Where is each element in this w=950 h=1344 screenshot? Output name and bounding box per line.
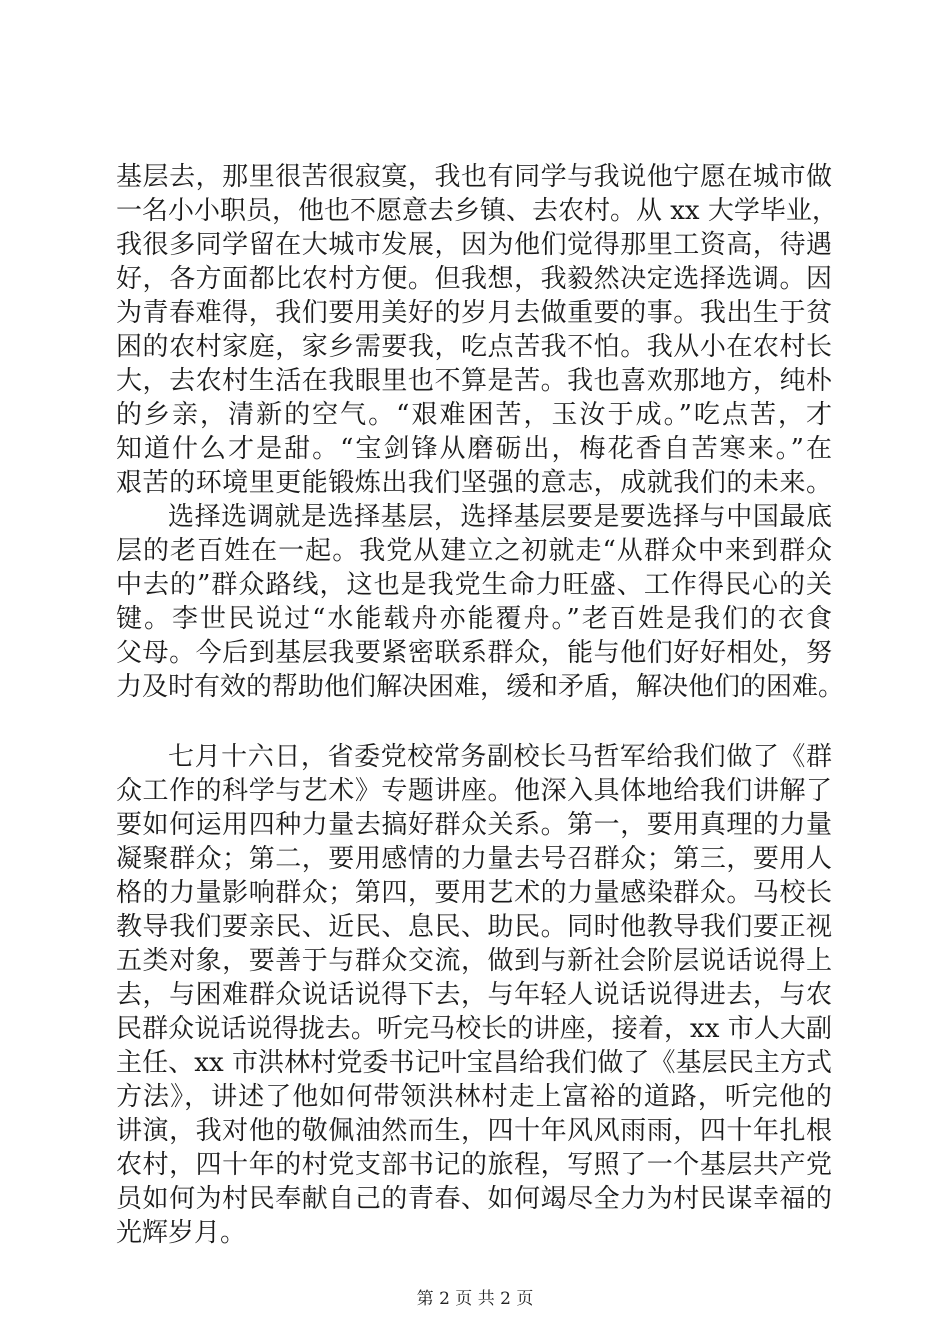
paragraph-2 (116, 500, 845, 704)
text-line: 主任、xx 市洪林村党委书记叶宝昌给我们做了《基层民主方式 (116, 1048, 832, 1078)
paragraph-3 (116, 740, 832, 1250)
text-line: 众工作的科学与艺术》专题讲座。他深入具体地给我们讲解了 (116, 776, 832, 806)
paragraph-gap (116, 704, 832, 740)
text-line: 农村，四十年的村党支部书记的旅程，写照了一个基层共产党 (116, 1150, 832, 1180)
text-line: 选择选调就是选择基层，选择基层要是要选择与中国最底 (168, 502, 832, 532)
document-body (116, 160, 845, 1250)
text-line: 键。李世民说过“水能载舟亦能覆舟。”老百姓是我们的衣食 (116, 604, 832, 634)
text-line: 力及时有效的帮助他们解决困难，缓和矛盾，解决他们的困难。 (116, 672, 845, 702)
text-line: 方法》，讲述了他如何带领洪林村走上富裕的道路，听完他的 (116, 1082, 832, 1112)
text-line: 员如何为村民奉献自己的青春、如何竭尽全力为村民谋幸福的 (116, 1184, 832, 1214)
text-line: 基层去，那里很苦很寂寞，我也有同学与我说他宁愿在城市做 (116, 162, 832, 192)
text-line: 一名小小职员，他也不愿意去乡镇、去农村。从 xx 大学毕业， (116, 196, 838, 226)
text-line: 七月十六日，省委党校常务副校长马哲军给我们做了《群 (168, 742, 832, 772)
text-line: 的乡亲，清新的空气。“艰难困苦，玉汝于成。”吃点苦，才 (116, 400, 832, 430)
text-line: 艰苦的环境里更能锻炼出我们坚强的意志，成就我们的未来。 (116, 468, 832, 498)
text-line: 格的力量影响群众；第四，要用艺术的力量感染群众。马校长 (116, 878, 832, 908)
text-line: 为青春难得，我们要用美好的岁月去做重要的事。我出生于贫 (116, 298, 832, 328)
text-line: 去，与困难群众说话说得下去，与年轻人说话说得进去，与农 (116, 980, 832, 1010)
paragraph-1 (116, 160, 838, 500)
text-line: 中去的”群众路线，这也是我党生命力旺盛、工作得民心的关 (116, 570, 832, 600)
text-line: 大，去农村生活在我眼里也不算是苦。我也喜欢那地方，纯朴 (116, 366, 832, 396)
text-line: 困的农村家庭，家乡需要我，吃点苦我不怕。我从小在农村长 (116, 332, 832, 362)
text-line: 要如何运用四种力量去搞好群众关系。第一，要用真理的力量 (116, 810, 832, 840)
text-line: 教导我们要亲民、近民、息民、助民。同时他教导我们要正视 (116, 912, 832, 942)
text-line: 五类对象，要善于与群众交流，做到与新社会阶层说话说得上 (116, 946, 832, 976)
text-line: 讲演，我对他的敬佩油然而生，四十年风风雨雨，四十年扎根 (116, 1116, 832, 1146)
text-line: 层的老百姓在一起。我党从建立之初就走“从群众中来到群众 (116, 536, 832, 566)
text-line: 光辉岁月。 (116, 1218, 247, 1248)
text-line: 民群众说话说得拢去。听完马校长的讲座，接着，xx 市人大副 (116, 1014, 832, 1044)
text-line: 凝聚群众；第二，要用感情的力量去号召群众；第三，要用人 (116, 844, 832, 874)
text-line: 好，各方面都比农村方便。但我想，我毅然决定选择选调。因 (116, 264, 832, 294)
text-line: 知道什么才是甜。“宝剑锋从磨砺出，梅花香自苦寒来。”在 (116, 434, 832, 464)
text-line: 我很多同学留在大城市发展，因为他们觉得那里工资高，待遇 (116, 230, 832, 260)
page-number-footer: 第 2 页 共 2 页 (416, 1289, 534, 1309)
text-line: 父母。今后到基层我要紧密联系群众，能与他们好好相处，努 (116, 638, 832, 668)
